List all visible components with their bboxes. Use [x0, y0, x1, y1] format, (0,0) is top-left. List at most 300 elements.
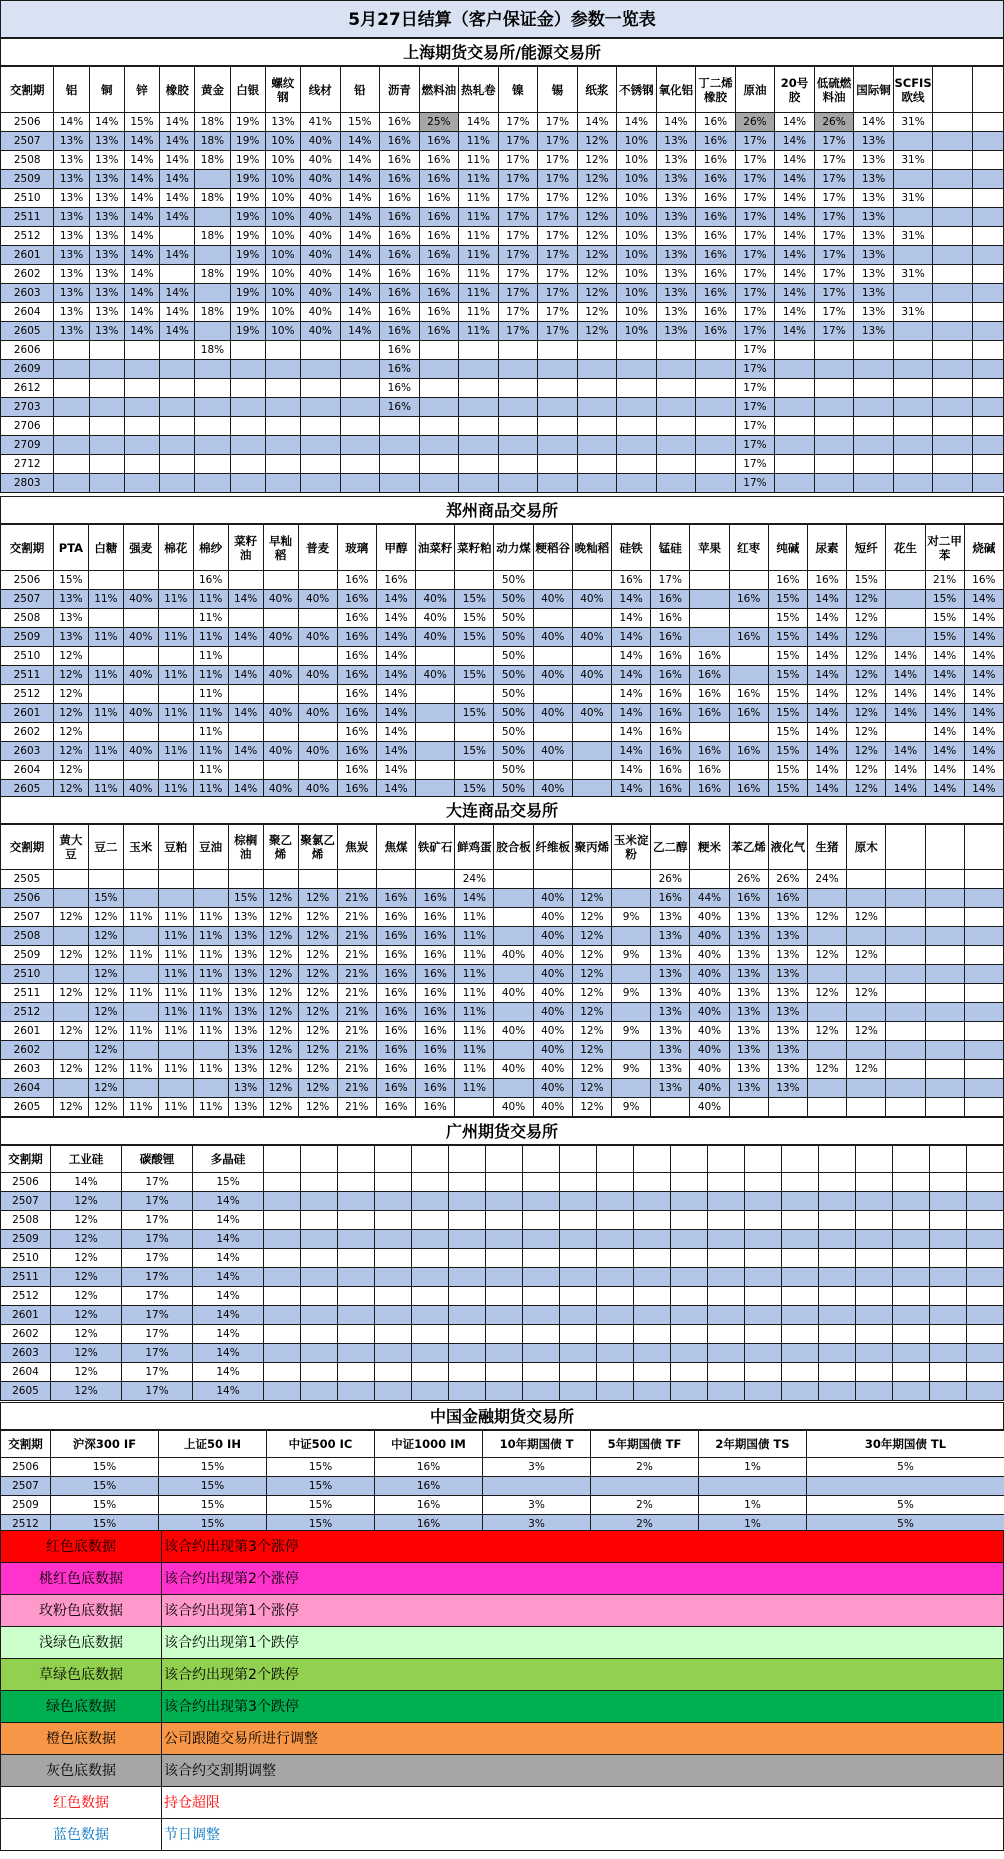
margin-rate-cell: 13% — [768, 1060, 807, 1079]
table-row — [1, 1249, 1004, 1268]
margin-rate-cell — [264, 1192, 301, 1211]
margin-rate-cell — [375, 1306, 412, 1325]
commodity-header: 聚氯乙烯 — [298, 825, 337, 870]
header-row — [1, 825, 1004, 870]
margin-rate-cell — [538, 436, 578, 455]
margin-rate-cell: 13% — [854, 151, 894, 170]
margin-rate-cell — [671, 1287, 708, 1306]
margin-rate-cell — [964, 870, 1003, 889]
margin-rate-cell: 40% — [533, 889, 572, 908]
margin-rate-cell — [708, 1173, 745, 1192]
commodity-header: 硅铁 — [612, 525, 651, 571]
margin-rate-cell: 14% — [193, 1230, 264, 1249]
legend-row — [1, 1531, 1004, 1563]
margin-rate-cell: 21% — [337, 965, 376, 984]
margin-rate-cell: 16% — [696, 322, 736, 341]
margin-rate-cell: 40% — [298, 590, 337, 609]
margin-rate-cell: 17% — [498, 303, 538, 322]
margin-rate-cell: 12% — [807, 946, 846, 965]
margin-rate-cell: 14% — [964, 723, 1003, 742]
margin-rate-cell: 11% — [459, 170, 499, 189]
margin-rate-cell — [560, 1268, 597, 1287]
margin-rate-cell — [380, 436, 420, 455]
margin-rate-cell — [375, 1344, 412, 1363]
margin-rate-cell: 11% — [158, 1003, 193, 1022]
margin-rate-cell: 40% — [690, 1079, 729, 1098]
delivery-period-cell: 2601 — [1, 246, 54, 265]
legend-row — [1, 1691, 1004, 1723]
margin-rate-cell: 13% — [854, 322, 894, 341]
commodity-header: 中证500 IC — [267, 1431, 375, 1458]
margin-rate-cell — [338, 1325, 375, 1344]
table-row — [1, 1230, 1004, 1249]
margin-rate-cell — [814, 379, 854, 398]
margin-rate-cell — [195, 455, 230, 474]
margin-rate-cell — [533, 685, 572, 704]
margin-rate-cell — [265, 360, 300, 379]
margin-rate-cell — [967, 1211, 1004, 1230]
margin-rate-cell — [498, 379, 538, 398]
margin-rate-cell — [459, 436, 499, 455]
margin-rate-cell — [195, 474, 230, 493]
margin-rate-cell — [854, 455, 894, 474]
margin-rate-cell — [195, 246, 230, 265]
table-row — [1, 151, 1004, 170]
margin-rate-cell — [729, 666, 768, 685]
delivery-period-cell: 2602 — [1, 1325, 51, 1344]
margin-rate-cell: 15% — [267, 1496, 375, 1515]
margin-rate-cell — [455, 647, 494, 666]
margin-rate-cell — [53, 1079, 88, 1098]
margin-rate-cell — [597, 1306, 634, 1325]
margin-rate-cell — [930, 1325, 967, 1344]
margin-rate-cell: 16% — [419, 189, 459, 208]
margin-rate-cell: 16% — [690, 685, 729, 704]
delivery-period-cell: 2703 — [1, 398, 54, 417]
margin-rate-cell: 13% — [53, 609, 88, 628]
margin-rate-cell — [819, 1325, 856, 1344]
margin-rate-cell — [656, 417, 696, 436]
margin-rate-cell — [856, 1192, 893, 1211]
margin-rate-cell: 24% — [455, 870, 494, 889]
legend-name: 灰色底数据 — [1, 1755, 162, 1787]
margin-rate-cell: 10% — [617, 265, 657, 284]
margin-rate-cell: 16% — [380, 170, 420, 189]
legend-name: 橙色底数据 — [1, 1723, 162, 1755]
margin-rate-cell: 17% — [498, 246, 538, 265]
margin-rate-cell: 12% — [847, 704, 886, 723]
margin-rate-cell: 16% — [376, 946, 415, 965]
margin-rate-cell — [523, 1211, 560, 1230]
commodity-header: 焦炭 — [337, 825, 376, 870]
margin-rate-cell — [301, 341, 341, 360]
margin-rate-cell: 14% — [964, 666, 1003, 685]
margin-rate-cell: 12% — [53, 742, 88, 761]
margin-rate-cell — [854, 341, 894, 360]
margin-rate-cell — [854, 379, 894, 398]
margin-rate-cell: 14% — [775, 303, 815, 322]
margin-rate-cell — [967, 1287, 1004, 1306]
margin-rate-cell: 40% — [123, 742, 158, 761]
margin-rate-cell: 14% — [612, 590, 651, 609]
margin-rate-cell: 14% — [964, 742, 1003, 761]
margin-rate-cell: 12% — [298, 1060, 337, 1079]
margin-rate-cell: 14% — [228, 780, 263, 799]
margin-rate-cell: 16% — [419, 227, 459, 246]
margin-rate-cell: 16% — [651, 761, 690, 780]
margin-rate-cell: 40% — [263, 628, 298, 647]
margin-rate-cell — [745, 1287, 782, 1306]
margin-rate-cell: 14% — [160, 151, 195, 170]
margin-rate-cell — [925, 1098, 964, 1117]
commodity-header — [264, 1146, 301, 1173]
margin-rate-cell — [893, 398, 933, 417]
margin-rate-cell: 14% — [376, 647, 415, 666]
table-row — [1, 246, 1004, 265]
margin-rate-cell — [671, 1344, 708, 1363]
margin-rate-cell: 17% — [814, 246, 854, 265]
margin-rate-cell: 40% — [690, 965, 729, 984]
margin-rate-cell: 16% — [337, 704, 376, 723]
delivery-period-header: 交割期 — [1, 67, 54, 113]
margin-rate-cell — [301, 474, 341, 493]
margin-rate-cell: 14% — [459, 113, 499, 132]
margin-rate-cell: 16% — [651, 609, 690, 628]
margin-rate-cell: 17% — [538, 246, 578, 265]
margin-rate-cell: 14% — [612, 742, 651, 761]
margin-rate-cell — [338, 1382, 375, 1401]
margin-rate-cell: 19% — [230, 284, 265, 303]
margin-rate-cell: 11% — [193, 723, 228, 742]
margin-rate-cell: 14% — [455, 889, 494, 908]
table-row — [1, 1098, 1004, 1117]
margin-rate-cell — [964, 1041, 1003, 1060]
margin-rate-cell — [89, 474, 124, 493]
commodity-header: 纯碱 — [768, 525, 807, 571]
margin-rate-cell — [690, 870, 729, 889]
margin-rate-cell: 13% — [651, 1060, 690, 1079]
margin-rate-cell — [933, 170, 973, 189]
margin-rate-cell — [782, 1173, 819, 1192]
margin-rate-cell: 14% — [886, 685, 925, 704]
margin-rate-cell — [416, 723, 455, 742]
table-row — [1, 208, 1004, 227]
margin-rate-cell — [160, 341, 195, 360]
margin-rate-cell — [634, 1192, 671, 1211]
margin-rate-cell: 40% — [301, 303, 341, 322]
margin-rate-cell — [807, 965, 846, 984]
margin-rate-cell: 14% — [807, 761, 846, 780]
commodity-header: 锌 — [124, 67, 159, 113]
margin-rate-cell — [572, 647, 611, 666]
margin-rate-cell: 13% — [854, 208, 894, 227]
margin-rate-cell: 12% — [263, 908, 298, 927]
margin-rate-cell: 31% — [893, 303, 933, 322]
commodity-header: 纤维板 — [533, 825, 572, 870]
margin-rate-cell: 14% — [340, 303, 380, 322]
margin-rate-cell: 40% — [123, 704, 158, 723]
margin-rate-cell: 13% — [656, 227, 696, 246]
delivery-period-cell: 2509 — [1, 628, 54, 647]
margin-rate-cell: 21% — [337, 908, 376, 927]
margin-rate-cell: 11% — [88, 780, 123, 799]
margin-rate-cell: 40% — [301, 246, 341, 265]
margin-rate-cell: 12% — [577, 322, 617, 341]
delivery-period-cell: 2605 — [1, 1098, 54, 1117]
margin-rate-cell: 15% — [768, 685, 807, 704]
margin-rate-cell: 13% — [651, 1079, 690, 1098]
margin-rate-cell: 11% — [193, 946, 228, 965]
margin-rate-cell — [340, 436, 380, 455]
margin-rate-cell — [847, 1079, 886, 1098]
margin-rate-cell: 13% — [656, 151, 696, 170]
margin-rate-cell: 17% — [735, 170, 775, 189]
delivery-period-header: 交割期 — [1, 825, 54, 870]
margin-rate-cell: 17% — [735, 284, 775, 303]
margin-rate-cell: 12% — [572, 889, 611, 908]
margin-rate-cell: 11% — [123, 946, 158, 965]
margin-rate-cell — [89, 417, 124, 436]
margin-rate-cell: 16% — [690, 666, 729, 685]
margin-rate-cell: 14% — [376, 628, 415, 647]
margin-rate-cell — [533, 571, 572, 590]
margin-rate-cell: 15% — [267, 1477, 375, 1496]
margin-rate-cell: 17% — [735, 398, 775, 417]
margin-rate-cell: 13% — [228, 965, 263, 984]
margin-rate-cell — [930, 1192, 967, 1211]
margin-rate-cell: 14% — [886, 704, 925, 723]
margin-rate-cell: 13% — [53, 590, 88, 609]
margin-rate-cell: 13% — [656, 303, 696, 322]
margin-rate-cell — [964, 1079, 1003, 1098]
margin-rate-cell: 40% — [301, 132, 341, 151]
margin-rate-cell — [538, 398, 578, 417]
margin-rate-cell — [301, 1287, 338, 1306]
commodity-header: 中证1000 IM — [375, 1431, 483, 1458]
margin-rate-cell: 12% — [807, 1060, 846, 1079]
margin-rate-cell — [301, 1173, 338, 1192]
margin-rate-cell — [338, 1268, 375, 1287]
legend-description: 该合约出现第2个跌停 — [162, 1659, 1004, 1691]
commodity-header: 燃料油 — [419, 67, 459, 113]
margin-rate-cell — [560, 1211, 597, 1230]
commodity-header: 丁二烯橡胶 — [696, 67, 736, 113]
margin-rate-cell — [560, 1382, 597, 1401]
margin-rate-cell — [498, 436, 538, 455]
margin-rate-cell: 10% — [265, 227, 300, 246]
margin-rate-cell: 14% — [340, 284, 380, 303]
margin-rate-cell: 16% — [419, 303, 459, 322]
margin-rate-cell — [228, 647, 263, 666]
margin-rate-cell — [690, 609, 729, 628]
delivery-period-cell: 2508 — [1, 1211, 51, 1230]
margin-rate-cell — [925, 889, 964, 908]
margin-rate-cell — [930, 1268, 967, 1287]
margin-rate-cell: 16% — [193, 571, 228, 590]
margin-rate-cell — [230, 360, 265, 379]
margin-rate-cell — [745, 1192, 782, 1211]
margin-rate-cell: 15% — [455, 590, 494, 609]
margin-rate-cell — [972, 246, 1003, 265]
margin-rate-cell — [412, 1382, 449, 1401]
margin-rate-cell — [572, 870, 611, 889]
margin-rate-cell: 11% — [158, 984, 193, 1003]
margin-rate-cell: 11% — [158, 780, 193, 799]
margin-rate-cell: 12% — [572, 1041, 611, 1060]
margin-rate-cell: 13% — [228, 927, 263, 946]
margin-rate-cell — [819, 1382, 856, 1401]
margin-rate-cell: 16% — [416, 965, 455, 984]
margin-rate-cell — [53, 1041, 88, 1060]
margin-rate-cell: 16% — [380, 265, 420, 284]
margin-rate-cell: 16% — [380, 379, 420, 398]
margin-rate-cell: 16% — [376, 927, 415, 946]
delivery-period-cell: 2602 — [1, 265, 54, 284]
margin-rate-cell — [53, 965, 88, 984]
margin-rate-cell — [964, 965, 1003, 984]
commodity-header: 玻璃 — [337, 525, 376, 571]
margin-rate-cell — [486, 1211, 523, 1230]
commodity-header: 苹果 — [690, 525, 729, 571]
table-row — [1, 1060, 1004, 1079]
margin-rate-cell: 15% — [455, 628, 494, 647]
margin-rate-cell: 12% — [577, 208, 617, 227]
margin-rate-cell — [230, 417, 265, 436]
margin-rate-cell: 18% — [195, 265, 230, 284]
margin-rate-cell: 40% — [494, 1060, 533, 1079]
czce-section-title: 郑州商品交易所 — [0, 496, 1004, 524]
margin-rate-cell: 11% — [193, 908, 228, 927]
margin-rate-cell — [124, 398, 159, 417]
margin-rate-cell: 13% — [89, 208, 124, 227]
margin-rate-cell — [193, 1079, 228, 1098]
margin-rate-cell — [123, 1079, 158, 1098]
margin-rate-cell: 16% — [419, 208, 459, 227]
margin-rate-cell: 13% — [89, 170, 124, 189]
margin-rate-cell — [807, 1477, 1004, 1496]
margin-rate-cell — [494, 1041, 533, 1060]
commodity-header: 氧化铝 — [656, 67, 696, 113]
margin-rate-cell — [123, 870, 158, 889]
margin-rate-cell — [933, 360, 973, 379]
table-row — [1, 398, 1004, 417]
margin-rate-cell: 14% — [886, 780, 925, 799]
delivery-period-cell: 2512 — [1, 1515, 51, 1534]
margin-rate-cell: 12% — [847, 946, 886, 965]
margin-rate-cell — [814, 455, 854, 474]
margin-rate-cell — [933, 132, 973, 151]
margin-rate-cell: 17% — [814, 303, 854, 322]
margin-rate-cell — [459, 474, 499, 493]
margin-rate-cell — [967, 1268, 1004, 1287]
margin-rate-cell: 14% — [612, 723, 651, 742]
margin-rate-cell: 14% — [807, 609, 846, 628]
margin-rate-cell — [301, 379, 341, 398]
commodity-header: 2年期国债 TS — [699, 1431, 807, 1458]
margin-rate-cell: 50% — [494, 666, 533, 685]
margin-rate-cell: 11% — [158, 704, 193, 723]
margin-rate-cell — [847, 1041, 886, 1060]
margin-rate-cell: 40% — [690, 1060, 729, 1079]
margin-rate-cell — [933, 322, 973, 341]
margin-rate-cell — [228, 870, 263, 889]
margin-rate-cell — [814, 436, 854, 455]
margin-rate-cell — [893, 1344, 930, 1363]
margin-rate-cell: 17% — [735, 436, 775, 455]
margin-rate-cell — [572, 723, 611, 742]
delivery-period-cell: 2508 — [1, 927, 54, 946]
margin-rate-cell — [972, 322, 1003, 341]
margin-rate-cell — [972, 208, 1003, 227]
margin-rate-cell: 16% — [376, 984, 415, 1003]
margin-rate-cell: 11% — [193, 1060, 228, 1079]
margin-rate-cell — [230, 436, 265, 455]
commodity-header: SCFIS欧线 — [893, 67, 933, 113]
margin-rate-cell: 14% — [160, 208, 195, 227]
margin-rate-cell — [412, 1230, 449, 1249]
margin-rate-cell — [338, 1192, 375, 1211]
margin-rate-cell — [412, 1173, 449, 1192]
commodity-header: 粳稻谷 — [533, 525, 572, 571]
margin-rate-cell: 40% — [572, 704, 611, 723]
margin-rate-cell: 12% — [298, 965, 337, 984]
margin-rate-cell — [419, 474, 459, 493]
commodity-header — [886, 825, 925, 870]
margin-rate-cell: 12% — [577, 170, 617, 189]
margin-rate-cell: 14% — [807, 704, 846, 723]
margin-rate-cell: 14% — [612, 780, 651, 799]
margin-rate-cell: 12% — [577, 227, 617, 246]
margin-rate-cell: 21% — [337, 1041, 376, 1060]
commodity-header: 白糖 — [88, 525, 123, 571]
margin-rate-cell: 11% — [193, 1022, 228, 1041]
margin-rate-cell — [298, 870, 337, 889]
margin-rate-cell — [708, 1363, 745, 1382]
margin-rate-cell: 14% — [376, 761, 415, 780]
margin-rate-cell — [612, 927, 651, 946]
margin-rate-cell: 17% — [122, 1173, 193, 1192]
delivery-period-cell: 2509 — [1, 1496, 51, 1515]
margin-rate-cell: 14% — [193, 1287, 264, 1306]
margin-rate-cell: 40% — [263, 780, 298, 799]
margin-rate-cell — [782, 1363, 819, 1382]
commodity-header: 沪深300 IF — [51, 1431, 159, 1458]
margin-rate-cell: 13% — [89, 265, 124, 284]
commodity-header — [301, 1146, 338, 1173]
margin-rate-cell: 17% — [538, 113, 578, 132]
margin-rate-cell — [419, 398, 459, 417]
margin-rate-cell: 50% — [494, 704, 533, 723]
margin-rate-cell: 14% — [775, 246, 815, 265]
margin-rate-cell — [486, 1363, 523, 1382]
margin-rate-cell — [230, 379, 265, 398]
commodity-header: 豆二 — [88, 825, 123, 870]
margin-rate-cell: 3% — [483, 1496, 591, 1515]
margin-rate-cell — [745, 1325, 782, 1344]
margin-rate-cell — [696, 398, 736, 417]
delivery-period-cell: 2506 — [1, 571, 54, 590]
margin-rate-cell — [634, 1287, 671, 1306]
margin-rate-cell — [612, 1003, 651, 1022]
margin-rate-cell — [814, 398, 854, 417]
margin-rate-cell — [933, 436, 973, 455]
margin-rate-cell: 13% — [729, 965, 768, 984]
margin-rate-cell — [612, 889, 651, 908]
margin-rate-cell: 11% — [455, 946, 494, 965]
margin-rate-cell: 14% — [228, 628, 263, 647]
margin-rate-cell: 16% — [729, 704, 768, 723]
margin-rate-cell: 13% — [54, 322, 89, 341]
